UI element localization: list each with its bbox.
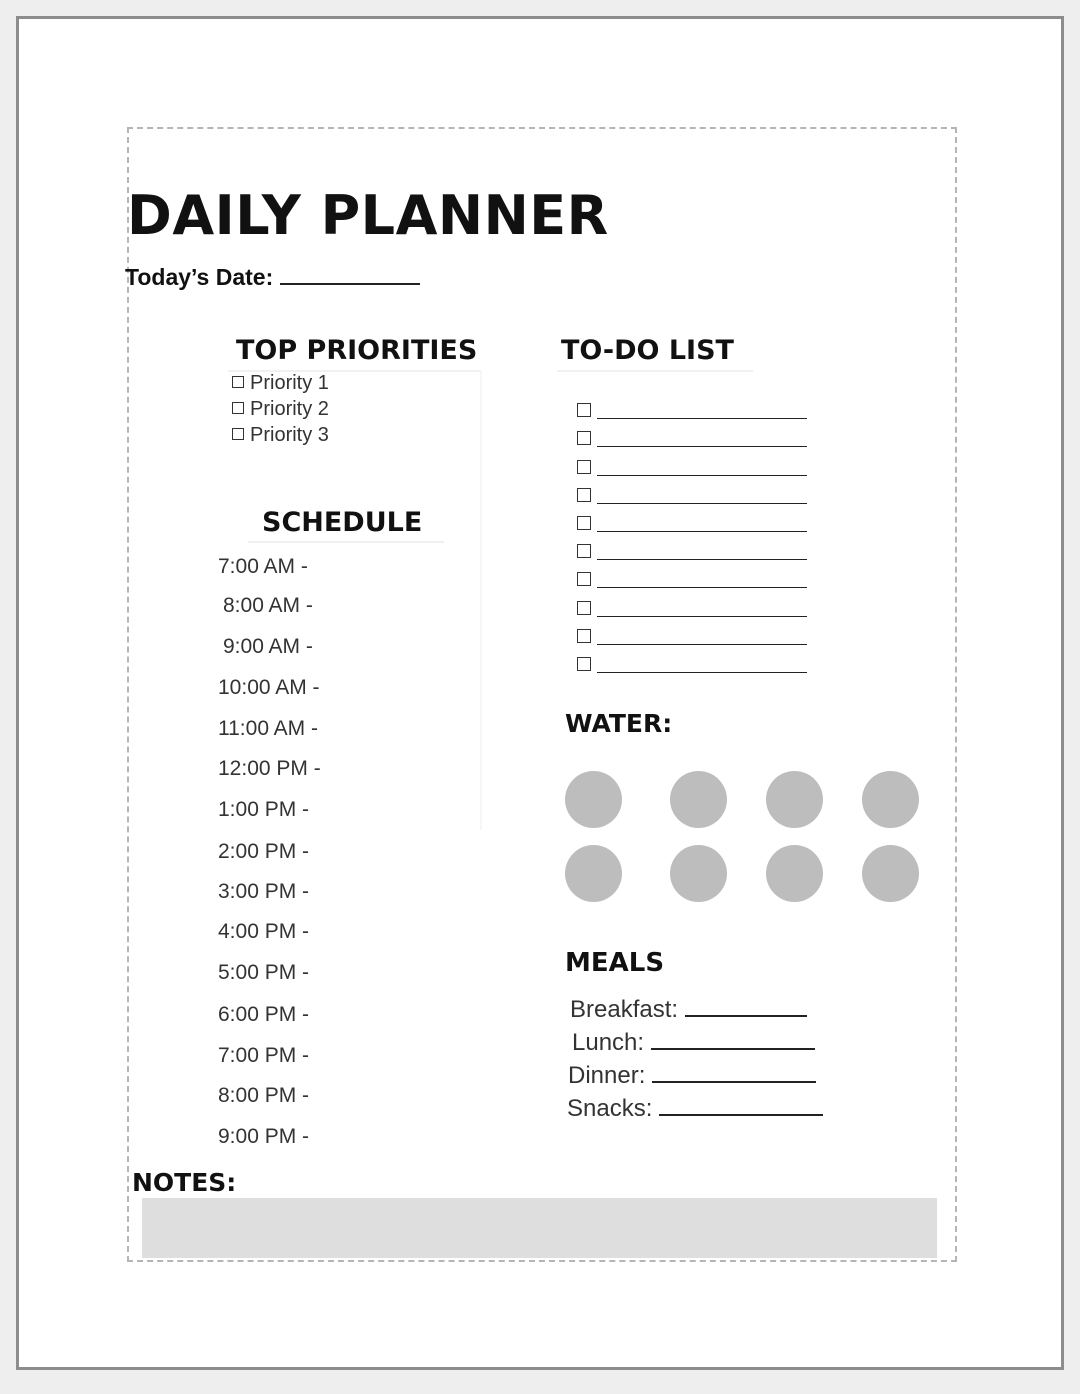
priorities-heading: TOP PRIORITIES xyxy=(236,335,478,366)
checkbox-icon[interactable] xyxy=(577,516,591,530)
schedule-slot[interactable]: 12:00 PM - xyxy=(218,757,321,780)
checkbox-icon[interactable] xyxy=(232,428,244,440)
todo-item[interactable] xyxy=(577,629,817,649)
schedule-heading: SCHEDULE xyxy=(262,507,423,538)
todo-item[interactable] xyxy=(577,403,817,423)
checkbox-icon[interactable] xyxy=(577,544,591,558)
lunch-blank-line[interactable] xyxy=(651,1048,815,1050)
date-field xyxy=(125,264,420,291)
snacks-blank-line[interactable] xyxy=(659,1114,823,1116)
meal-snacks: Snacks: xyxy=(567,1095,823,1123)
todo-blank-line[interactable] xyxy=(597,432,807,447)
schedule-slot[interactable]: 7:00 PM - xyxy=(218,1044,310,1067)
schedule-divider xyxy=(248,541,444,543)
meal-lunch: Lunch: xyxy=(572,1029,815,1057)
checkbox-icon[interactable] xyxy=(577,601,591,615)
checkbox-icon[interactable] xyxy=(232,376,244,388)
schedule-slot[interactable]: 11:00 AM - xyxy=(218,717,318,740)
checkbox-icon[interactable] xyxy=(577,657,591,671)
schedule-slot[interactable]: 4:00 PM - xyxy=(218,920,310,943)
water-glass-circle[interactable] xyxy=(565,845,622,902)
priorities-list xyxy=(232,370,329,448)
todo-blank-line[interactable] xyxy=(597,461,807,476)
schedule-slot[interactable]: 6:00 PM - xyxy=(218,1003,310,1026)
schedule-slot[interactable]: 9:00 AM - xyxy=(223,635,313,658)
schedule-slot[interactable]: 2:00 PM - xyxy=(218,840,310,863)
schedule-slot[interactable]: 3:00 PM - xyxy=(218,880,310,903)
water-glass-circle[interactable] xyxy=(862,845,919,902)
priority-item[interactable]: Priority 1 xyxy=(232,370,329,396)
meal-dinner: Dinner: xyxy=(568,1062,816,1090)
schedule-slot[interactable]: 8:00 PM - xyxy=(218,1084,310,1107)
todo-heading: TO-DO LIST xyxy=(561,335,734,366)
schedule-slot[interactable]: 9:00 PM - xyxy=(218,1125,310,1148)
todo-item[interactable] xyxy=(577,516,817,536)
meal-breakfast: Breakfast: xyxy=(570,996,807,1024)
water-glass-circle[interactable] xyxy=(565,771,622,828)
todo-blank-line[interactable] xyxy=(597,545,807,560)
todo-blank-line[interactable] xyxy=(597,489,807,504)
priority-item[interactable]: Priority 2 xyxy=(232,396,329,422)
todo-blank-line[interactable] xyxy=(597,630,807,645)
priority-item[interactable]: Priority 3 xyxy=(232,422,329,448)
water-heading: WATER: xyxy=(565,709,673,738)
schedule-slot[interactable]: 1:00 PM - xyxy=(218,798,310,821)
notes-heading: NOTES: xyxy=(132,1168,237,1197)
checkbox-icon[interactable] xyxy=(577,403,591,417)
todo-divider xyxy=(557,370,753,372)
todo-item[interactable] xyxy=(577,488,817,508)
date-blank-line[interactable] xyxy=(280,283,420,285)
checkbox-icon[interactable] xyxy=(577,460,591,474)
page-title: DAILY PLANNER xyxy=(127,184,609,247)
water-glass-circle[interactable] xyxy=(766,845,823,902)
todo-item[interactable] xyxy=(577,657,817,677)
water-glass-circle[interactable] xyxy=(862,771,919,828)
schedule-slot[interactable]: 7:00 AM - xyxy=(218,555,308,578)
water-glass-circle[interactable] xyxy=(670,771,727,828)
schedule-slot[interactable]: 8:00 AM - xyxy=(223,594,313,617)
todo-item[interactable] xyxy=(577,459,817,479)
date-label: Today’s Date: xyxy=(125,264,274,290)
water-glass-circle[interactable] xyxy=(766,771,823,828)
meals-heading: MEALS xyxy=(565,948,665,978)
schedule-slot[interactable]: 10:00 AM - xyxy=(218,676,320,699)
checkbox-icon[interactable] xyxy=(577,629,591,643)
column-divider xyxy=(480,370,482,830)
notes-area[interactable] xyxy=(142,1198,937,1258)
todo-blank-line[interactable] xyxy=(597,573,807,588)
checkbox-icon[interactable] xyxy=(577,431,591,445)
water-glass-circle[interactable] xyxy=(670,845,727,902)
todo-item[interactable] xyxy=(577,572,817,592)
checkbox-icon[interactable] xyxy=(577,572,591,586)
checkbox-icon[interactable] xyxy=(577,488,591,502)
todo-blank-line[interactable] xyxy=(597,602,807,617)
checkbox-icon[interactable] xyxy=(232,402,244,414)
todo-blank-line[interactable] xyxy=(597,404,807,419)
schedule-slot[interactable]: 5:00 PM - xyxy=(218,961,310,984)
todo-item[interactable] xyxy=(577,600,817,620)
breakfast-blank-line[interactable] xyxy=(685,1015,807,1017)
todo-item[interactable] xyxy=(577,544,817,564)
todo-item[interactable] xyxy=(577,431,817,451)
todo-blank-line[interactable] xyxy=(597,517,807,532)
todo-blank-line[interactable] xyxy=(597,658,807,673)
dinner-blank-line[interactable] xyxy=(652,1081,816,1083)
